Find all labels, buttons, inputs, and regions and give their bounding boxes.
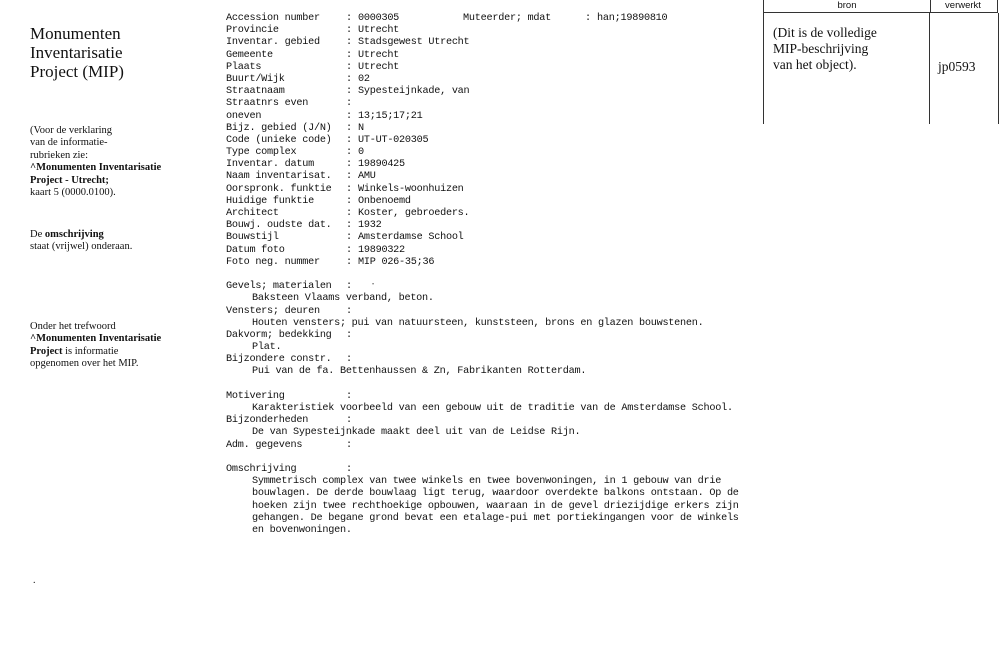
field-row xyxy=(226,232,742,244)
field-value: 0 xyxy=(358,147,364,159)
table-border xyxy=(929,13,930,124)
archive-title-line: Inventarisatie xyxy=(30,43,123,62)
field-separator: : xyxy=(346,329,352,341)
field-label: oneven xyxy=(226,110,262,122)
stray-dot: . xyxy=(33,575,36,586)
field-row xyxy=(226,208,742,220)
field-label: Muteerder; mdat xyxy=(463,13,551,24)
field-label: Straatnaam xyxy=(226,86,285,98)
spacer xyxy=(226,452,742,464)
field-row xyxy=(226,220,742,232)
bron-line: MIP-beschrijving xyxy=(773,41,869,56)
field-label: Bouwj. oudste dat. xyxy=(226,220,332,232)
bron-line: (Dit is de volledige xyxy=(773,25,877,40)
field-row xyxy=(226,123,742,135)
field-separator: : xyxy=(346,98,352,110)
section-body: Pui van de fa. Bettenhaussen & Zn, Fabrikanten Rotterdam. xyxy=(252,366,587,378)
field-separator: : xyxy=(346,147,352,159)
field-label: Type complex xyxy=(226,147,297,159)
bron-line: van het object). xyxy=(773,57,857,72)
field-value: 02 xyxy=(358,73,370,85)
section-label: Gevels; materialen xyxy=(226,281,332,293)
field-separator: : xyxy=(346,134,352,146)
field-row xyxy=(226,50,742,62)
field-separator: : xyxy=(346,171,352,183)
section-label: Dakvorm; bedekking xyxy=(226,329,332,341)
field-row xyxy=(226,159,742,171)
field-separator: : xyxy=(346,159,352,171)
field-row xyxy=(226,184,742,196)
verwerkt-cell: jp0593 xyxy=(938,59,976,74)
field-row xyxy=(226,196,742,208)
field-label: Plaats xyxy=(226,61,262,73)
field-label: Naam inventarisat. xyxy=(226,171,332,183)
field-separator: : xyxy=(346,232,352,244)
record-section xyxy=(226,391,742,415)
note-text: opgenomen over het MIP. xyxy=(30,358,139,370)
note-line: rubrieken zie: xyxy=(30,149,89,161)
source-table xyxy=(763,0,1000,124)
field-separator: : xyxy=(346,183,352,195)
section-label: Bijzondere constr. xyxy=(226,354,332,366)
description-section xyxy=(226,464,742,537)
field-separator: : xyxy=(346,110,352,122)
note-line: kaart 5 (0000.0100). xyxy=(30,187,116,199)
field-label: Foto neg. nummer xyxy=(226,256,320,268)
field-value: Koster, gebroeders. xyxy=(358,208,470,219)
field-label: Inventar. datum xyxy=(226,159,314,171)
record-section xyxy=(226,306,742,330)
field-separator: : xyxy=(346,220,352,232)
note-text: Onder het trefwoord xyxy=(30,321,116,332)
field-value: Utrecht xyxy=(358,25,400,37)
field-row xyxy=(226,135,742,147)
field-row xyxy=(226,86,742,98)
section-body: De van Sypesteijnkade maakt deel uit van de Leidse Rijn. xyxy=(252,427,581,439)
reference-link: ^Monumenten Inventarisatie xyxy=(30,162,162,174)
field-value: han;19890810 xyxy=(597,13,668,24)
record-section xyxy=(226,281,742,305)
field-separator: : xyxy=(346,208,352,219)
note-text: is informatie xyxy=(62,345,119,357)
field-label: Architect xyxy=(226,208,279,219)
field-row xyxy=(226,37,742,49)
reference-link: Project - Utrecht; xyxy=(30,174,109,186)
section-body: Symmetrisch complex van twee winkels en twee bovenwoningen, in 1 gebouw van drie bouwlagen. De derde bouwlaag ligt terug, waardoor overdekte balkons ontstaan. Op de hoeken zijn twee rechthoekige opbouwen, waaraan in de gevel driezijdige erkers zijn gehangen. De begane grond bevat een etalage-pui met portiekingangen voor de winkels en bovenwoningen. xyxy=(252,476,739,537)
field-value: UT-UT-020305 xyxy=(358,134,429,146)
field-value: Stadsgewest Utrecht xyxy=(358,37,470,49)
field-label: Bouwstijl xyxy=(226,232,279,244)
field-label: Oorspronk. funktie xyxy=(226,183,332,195)
section-label: Adm. gegevens xyxy=(226,439,303,451)
section-label: Vensters; deuren xyxy=(226,305,320,317)
section-body: Karakteristiek voorbeeld van een gebouw uit de traditie van de Amsterdamse School. xyxy=(252,403,733,415)
field-value: AMU xyxy=(358,171,376,183)
note-line: van de informatie- xyxy=(30,137,108,149)
table-border xyxy=(763,13,764,124)
section-label: Bijzonderheden xyxy=(226,415,309,427)
field-row xyxy=(226,111,742,123)
field-value: Onbenoemd xyxy=(358,195,411,207)
field-value: 1932 xyxy=(358,220,382,232)
field-separator: : xyxy=(346,195,352,207)
field-label: Straatnrs even xyxy=(226,98,309,110)
field-row xyxy=(226,257,742,269)
field-separator: : xyxy=(346,256,352,268)
field-row xyxy=(226,25,742,37)
note-text: staat (vrijwel) onderaan. xyxy=(30,241,133,253)
section-body: Plat. xyxy=(252,342,282,354)
section-body: Baksteen Vlaams verband, beton. xyxy=(252,293,434,305)
field-separator: : xyxy=(346,244,352,256)
field-separator: : xyxy=(346,73,352,85)
note-emphasis: omschrijving xyxy=(44,229,104,240)
field-row xyxy=(226,147,742,159)
accession-row xyxy=(226,13,742,25)
field-row xyxy=(226,74,742,86)
section-label: Motivering xyxy=(226,390,285,402)
field-separator: : xyxy=(346,37,352,49)
stray-mark: • xyxy=(372,282,375,288)
field-label: Code (unieke code) xyxy=(226,134,332,146)
note-emphasis: Project xyxy=(30,345,63,357)
record-section xyxy=(226,354,742,378)
field-label: Huidige funktie xyxy=(226,195,314,207)
field-value: 0000305 xyxy=(358,13,400,24)
field-separator: : xyxy=(346,354,352,366)
spacer xyxy=(226,379,742,391)
table-border xyxy=(998,13,999,124)
field-separator: : xyxy=(346,415,352,427)
field-label: Inventar. gebied xyxy=(226,37,320,49)
field-value: 13;15;17;21 xyxy=(358,110,423,122)
field-row xyxy=(226,245,742,257)
archive-title xyxy=(30,24,200,81)
header-bron: bron xyxy=(763,0,931,13)
field-separator: : xyxy=(346,464,352,476)
field-separator: : xyxy=(346,61,352,73)
field-value: 19890322 xyxy=(358,244,405,256)
field-row xyxy=(226,171,742,183)
field-value: Winkels-woonhuizen xyxy=(358,183,464,195)
explanation-note xyxy=(30,125,195,199)
field-value: Sypesteijnkade, van xyxy=(358,86,470,98)
spacer xyxy=(226,269,742,281)
field-separator: : xyxy=(346,49,352,61)
archive-title-line: Monumenten xyxy=(30,24,121,43)
section-label: Omschrijving xyxy=(226,464,297,476)
field-label: Gemeente xyxy=(226,49,273,61)
field-separator: : xyxy=(585,13,591,24)
note-text: De xyxy=(30,229,45,240)
section-list xyxy=(226,391,742,452)
field-value: Utrecht xyxy=(358,49,400,61)
field-separator: : xyxy=(346,122,352,134)
archive-title-line: Project (MIP) xyxy=(30,62,124,81)
field-value: N xyxy=(358,122,364,134)
record-card xyxy=(226,13,742,537)
field-label: Bijz. gebied (J/N) xyxy=(226,122,332,134)
field-separator: : xyxy=(346,390,352,402)
field-separator: : xyxy=(346,439,352,451)
field-label: Provincie xyxy=(226,25,279,37)
field-separator: : xyxy=(346,86,352,98)
field-value: MIP 026-35;36 xyxy=(358,256,435,268)
description-location-note xyxy=(30,229,195,254)
field-label: Datum foto xyxy=(226,244,285,256)
note-line: (Voor de verklaring xyxy=(30,125,113,136)
field-value: 19890425 xyxy=(358,159,405,171)
field-row xyxy=(226,62,742,74)
field-list xyxy=(226,25,742,269)
field-label: Buurt/Wijk xyxy=(226,73,285,85)
field-label: Accession number xyxy=(226,13,320,24)
header-verwerkt: verwerkt xyxy=(929,0,998,13)
record-section xyxy=(226,440,742,452)
field-separator: : xyxy=(346,305,352,317)
record-section xyxy=(226,415,742,439)
bron-cell xyxy=(773,25,923,73)
record-section xyxy=(226,330,742,354)
section-body: Houten vensters; pui van natuursteen, kunststeen, brons en glazen bouwstenen. xyxy=(252,317,704,329)
note-emphasis: ^Monumenten Inventarisatie xyxy=(30,333,162,345)
field-separator: : xyxy=(346,25,352,37)
keyword-note xyxy=(30,321,195,371)
field-separator: : xyxy=(346,13,352,24)
section-list xyxy=(226,281,742,379)
field-value: Utrecht xyxy=(358,61,400,73)
field-value: Amsterdamse School xyxy=(358,232,464,244)
field-row xyxy=(226,98,742,110)
field-separator: : xyxy=(346,281,352,293)
